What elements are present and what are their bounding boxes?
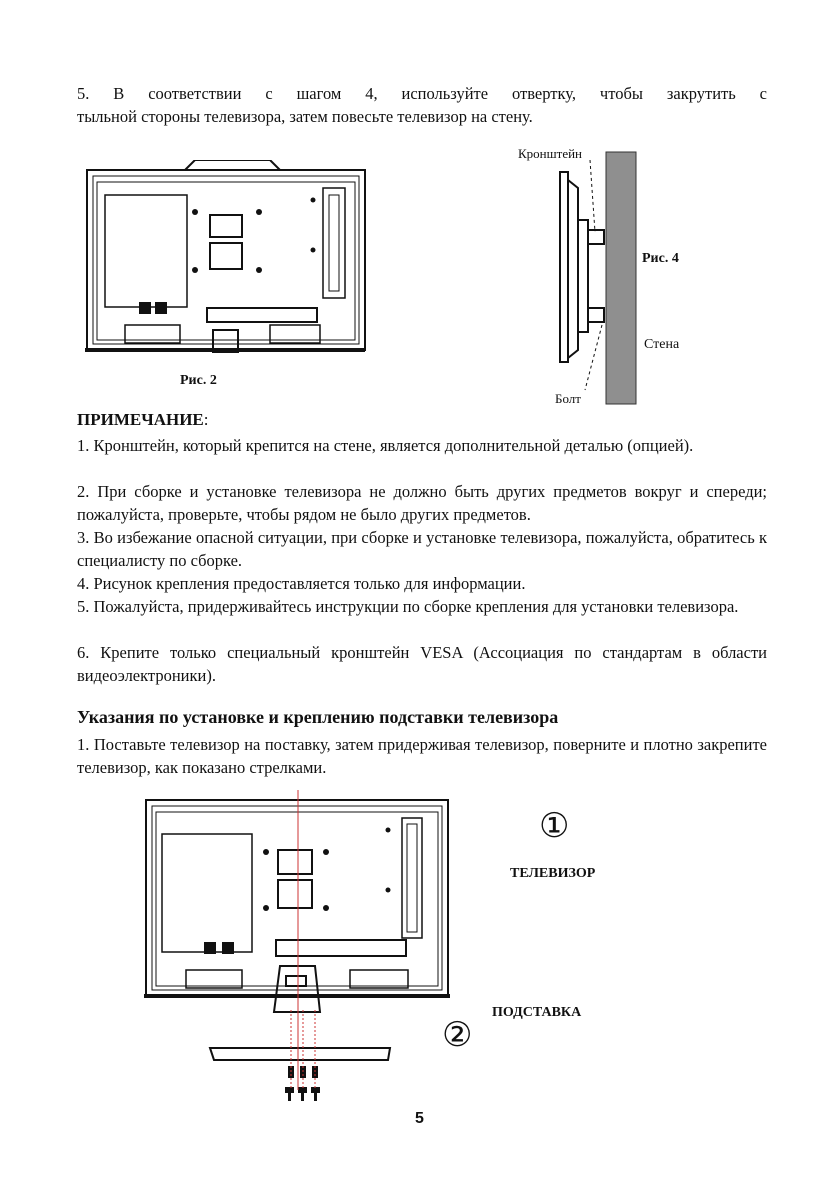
stand-step1: 1. Поставьте телевизор на поставку, затем придерживая телевизор, поверните и плотно закрепите телевизор, как показано стрелками. xyxy=(77,735,767,777)
step5-line2: тыльной стороны телевизора, затем повесьте телевизор на стену. xyxy=(77,107,533,126)
note-item-1: 1. Кронштейн, который крепится на стене, является дополнительной деталью (опцией). xyxy=(77,436,694,455)
bracket-label: Кронштейн xyxy=(518,146,583,161)
stand-number: ② xyxy=(442,1016,473,1054)
stand-section-title: Указания по установке и креплению подставки телевизора xyxy=(77,707,559,727)
figure4-caption: Рис. 4 xyxy=(642,251,679,266)
figure2-caption: Рис. 2 xyxy=(180,373,217,388)
stand-label: ПОДСТАВКА xyxy=(492,1005,582,1020)
note-item-2: 2. При сборке и установке телевизора не должно быть других предметов вокруг и спереди; пожалуйста, проверьте, чтобы рядом не было других предметов. xyxy=(77,482,767,524)
note-item-5: 5. Пожалуйста, придерживайтесь инструкции по сборке крепления для установки телевизора. xyxy=(77,597,739,616)
note-item-3: 3. Во избежание опасной ситуации, при сборке и установке телевизора, пожалуйста, обратитесь к специалисту по сборке. xyxy=(77,528,767,570)
page-number: 5 xyxy=(415,1110,424,1127)
tv-back-figure xyxy=(85,160,370,360)
note-item-4: 4. Рисунок крепления предоставляется только для информации. xyxy=(77,574,526,593)
tv-stand-figure xyxy=(140,790,460,1110)
tv-number: ① xyxy=(539,807,570,845)
bolt-label: Болт xyxy=(555,391,581,406)
note-title: ПРИМЕЧАНИЕ: xyxy=(77,410,209,429)
wall-label: Стена xyxy=(644,337,680,352)
note-item-6: 6. Крепите только специальный кронштейн VESA (Ассоциация по стандартам в области видеоэлектроники). xyxy=(77,643,767,685)
tv-label: ТЕЛЕВИЗОР xyxy=(510,866,596,881)
step5-line1: 5. В соответствии с шагом 4, используйте отвертку, чтобы закрутить с xyxy=(77,84,767,103)
wall-mount-figure xyxy=(540,150,640,410)
